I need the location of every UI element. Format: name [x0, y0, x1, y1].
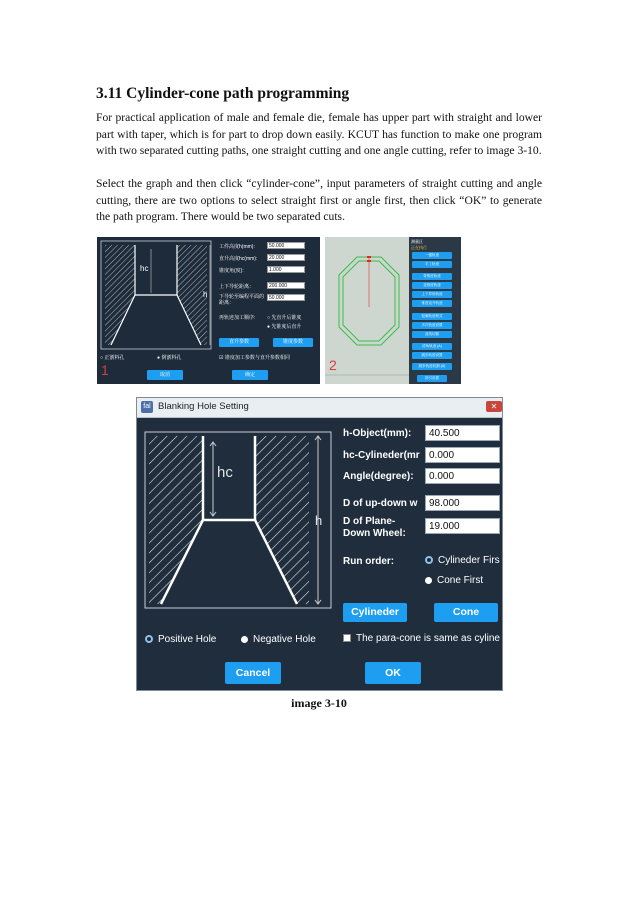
negative-hole-option[interactable] [241, 634, 316, 645]
run-order-label: Run order: [343, 556, 395, 567]
run-order-cylinder-first[interactable] [425, 555, 503, 566]
cn-field-4[interactable]: 200.000 [267, 282, 305, 289]
cn-order-option-1-text: 先直升后锥度 [271, 315, 302, 321]
blanking-hole-dialog [136, 397, 503, 691]
marker-2: 2 [329, 357, 337, 373]
up-down-distance-input[interactable]: 98.000 [425, 495, 500, 511]
octagon-path-drawing [325, 237, 409, 384]
cylinder-cone-diagram [143, 430, 335, 622]
run-order-cone-first-text: Cone First [437, 575, 484, 586]
cn-label-5: 下导轮至编程平面的距离： [219, 294, 265, 306]
h-label-small: h [203, 290, 208, 299]
hc-cylinder-label: hc-Cylineder(mr [343, 450, 420, 461]
radio-selected-icon [425, 556, 433, 564]
cn-field-2[interactable]: 20.000 [267, 254, 305, 261]
cn-same-checkbox[interactable]: ☑ 锥度加工参数与直升参数相同 [219, 355, 290, 361]
run-order-cone-first[interactable] [425, 575, 483, 586]
angle-label: Angle(degree): [343, 471, 414, 482]
cn-hole-option-1-text: 正割料孔 [104, 355, 125, 361]
side-button-9[interactable]: 直线切割 [412, 331, 452, 338]
h-object-label: h-Object(mm): [343, 428, 412, 439]
run-order-cylinder-first-text: Cylineder Firs [438, 555, 500, 566]
hc-cylinder-input[interactable]: 0.000 [425, 447, 500, 463]
cn-cone-button[interactable]: 锥度参数 [273, 338, 313, 347]
cn-hole-option-2-text: 倒割料孔 [161, 355, 182, 361]
app-icon: fal [141, 401, 153, 413]
cylinder-button[interactable]: Cylineder [343, 603, 407, 622]
side-button-1[interactable]: 一键轨迹 [412, 252, 452, 259]
screenshot-path-view [325, 237, 461, 384]
plane-down-wheel-label: D of Plane-Down Wheel: [343, 516, 406, 539]
cn-label-2: 直升高度hc(mm): [219, 256, 258, 262]
angle-input[interactable]: 0.000 [425, 468, 500, 484]
marker-1: 1 [101, 362, 109, 378]
hc-label: hc [217, 464, 233, 481]
status-label: 正在执行 [411, 245, 427, 250]
cn-ok-button[interactable]: 确定 [232, 370, 268, 380]
cn-same-checkbox-text: 锥度加工参数与直升参数相同 [224, 355, 290, 361]
side-button-3[interactable]: 带锥度轨迹 [412, 273, 452, 280]
ok-button[interactable]: OK [365, 662, 421, 684]
h-object-input[interactable]: 40.500 [425, 425, 500, 441]
positive-hole-text: Positive Hole [158, 634, 217, 645]
side-button-13[interactable]: 指引设置 [417, 375, 447, 382]
cn-label-1: 工件高度h(mm): [219, 244, 255, 250]
checkbox-icon [343, 634, 351, 642]
radio-icon [241, 636, 248, 643]
cn-hole-option-2[interactable]: ● 倒割料孔 [157, 355, 182, 361]
h-label: h [315, 513, 323, 528]
dialog-title: Blanking Hole Setting [158, 401, 249, 412]
measure-area-label: 测量区 [411, 239, 423, 244]
cn-order-option-1[interactable]: ○ 先直升后锥度 [267, 315, 302, 321]
section-title: 3.11 Cylinder-cone path programming [96, 85, 350, 102]
radio-icon [425, 577, 432, 584]
cn-field-5[interactable]: 50.000 [267, 294, 305, 301]
dialog-titlebar[interactable] [137, 398, 503, 418]
cn-field-1[interactable]: 50.000 [267, 242, 305, 249]
cone-button[interactable]: Cone [434, 603, 498, 622]
screenshot-chinese-dialog [97, 237, 320, 384]
plane-down-wheel-input[interactable]: 19.000 [425, 518, 500, 534]
up-down-distance-label: D of up-down w [343, 498, 418, 509]
side-button-7[interactable]: 轮廓轨迹格式 [412, 313, 452, 320]
positive-hole-option[interactable] [145, 634, 216, 645]
cn-order-option-2-text: 先锥度后直升 [271, 324, 302, 330]
cn-cylinder-button[interactable]: 直升参数 [219, 338, 259, 347]
side-button-10[interactable]: 清角轨迹 (A) [412, 343, 452, 350]
cn-field-3[interactable]: 1.000 [267, 266, 305, 273]
same-params-text: The para-cone is same as cyline [356, 633, 500, 644]
cancel-button[interactable]: Cancel [225, 662, 281, 684]
side-button-12[interactable]: 跳步轨迹切割 (A) [412, 363, 452, 370]
side-button-6[interactable]: 锥度直升轨迹 [412, 300, 452, 307]
radio-selected-icon [145, 635, 153, 643]
cn-label-4: 上下导轮距离： [219, 284, 255, 290]
close-icon[interactable]: ✕ [486, 401, 502, 412]
side-button-4[interactable]: 变锥度轨迹 [412, 282, 452, 289]
side-button-5[interactable]: 上下异形轨迹 [412, 291, 452, 298]
side-button-8[interactable]: 多次轨迹设置 [412, 322, 452, 329]
paragraph-steps: Select the graph and then click “cylinder-cone”, input parameters of straight cutting and angle cutting, there are two options to select straight first or angle first, then click “OK” to generate the path program. There would be two separated cuts. [96, 177, 542, 223]
same-params-checkbox[interactable] [343, 633, 503, 644]
cn-order-label: 再轨迹加工顺序: [219, 315, 256, 321]
cn-cancel-button[interactable]: 取消 [147, 370, 183, 380]
cn-hole-option-1[interactable]: ○ 正割料孔 [100, 355, 125, 361]
hc-label-small: hc [140, 264, 149, 273]
paragraph-intro: For practical application of male and female die, female has upper part with straight and lower part with taper, which is for part to drop down easily. KCUT has function to make one program with two separated cutting paths, one straight cutting and one angle cutting, refer to image 3-10. [96, 111, 542, 157]
side-button-11[interactable]: 跳步轨迹设置 [412, 352, 452, 359]
figure-caption: image 3-10 [291, 696, 347, 710]
cn-label-3: 锥度角(度): [219, 268, 244, 274]
cn-order-option-2[interactable]: ● 先锥度后直升 [267, 324, 302, 330]
negative-hole-text: Negative Hole [253, 634, 316, 645]
side-button-2[interactable]: 手工轨迹 [412, 261, 452, 268]
